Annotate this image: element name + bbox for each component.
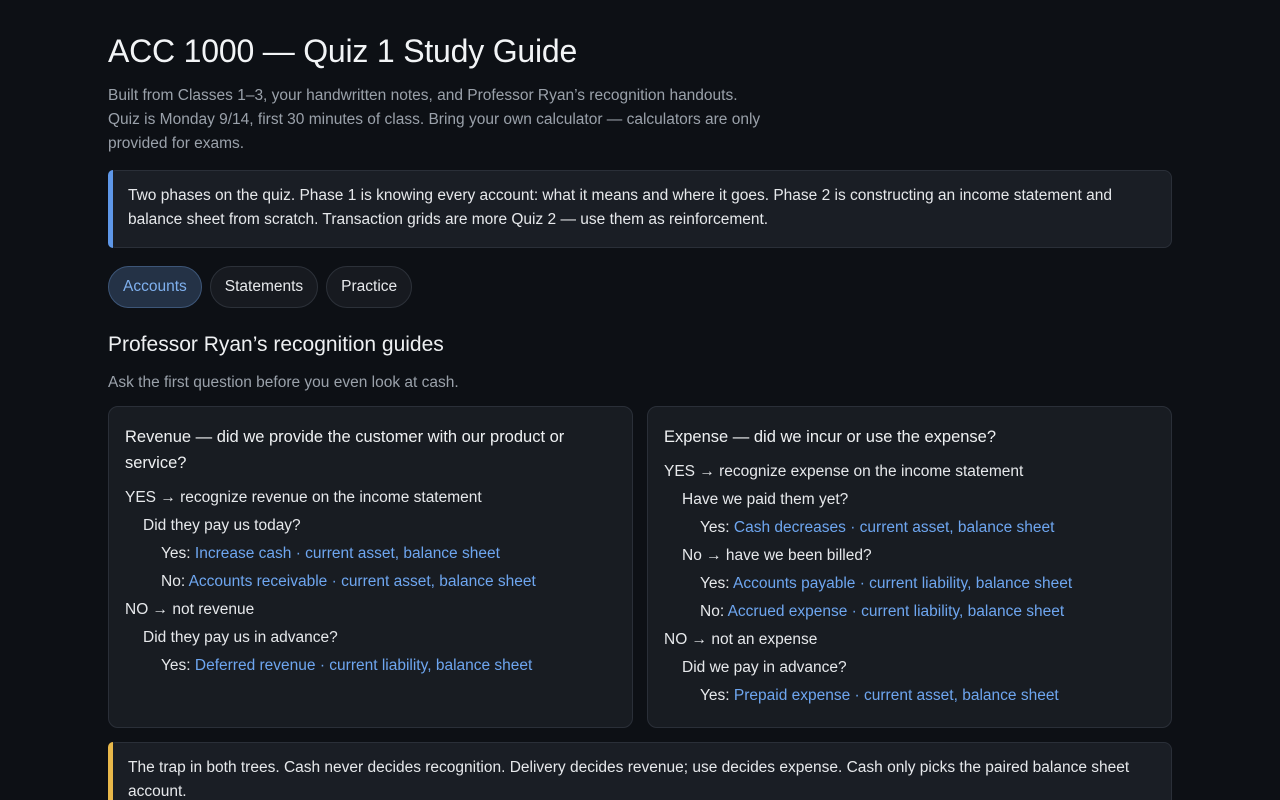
expense-billed-yes	[664, 570, 1155, 598]
answer-prefix: Yes:	[161, 545, 195, 562]
revenue-paid-today-no	[125, 568, 616, 596]
tab-practice[interactable]: Practice	[326, 266, 412, 308]
answer-prefix: No:	[161, 573, 189, 590]
section-title: Professor Ryan’s recognition guides	[108, 333, 444, 356]
section-note: Ask the first question before you even look at cash.	[108, 374, 459, 391]
expense-no-question: Did we pay in advance?	[682, 659, 847, 676]
revenue-guide-title: Revenue — did we provide the customer with our product or service?	[125, 428, 565, 472]
revenue-paid-today-yes	[125, 540, 616, 568]
tab-bar	[108, 266, 412, 308]
account-label: Accounts payable · current liability, balance sheet	[733, 575, 1073, 592]
expense-paid-yes	[664, 514, 1155, 542]
expense-guide-card	[647, 406, 1172, 728]
warning-callout: The trap in both trees. Cash never decides recognition. Delivery decides revenue; use decides expense. Cash only picks the paired balance sheet account.	[108, 742, 1172, 800]
info-callout: Two phases on the quiz. Phase 1 is knowing every account: what it means and where it goes. Phase 2 is constructing an income statement and balance sheet from scratch. Transaction grids are more Quiz 2 — use them as reinforcement.	[108, 170, 1172, 248]
revenue-advance-yes	[125, 652, 616, 680]
revenue-no-heading: NO → not revenue	[125, 601, 255, 618]
expense-advance-yes	[664, 682, 1155, 710]
revenue-yes-heading: YES → recognize revenue on the income statement	[125, 489, 482, 506]
expense-yes-heading: YES → recognize expense on the income statement	[664, 463, 1024, 480]
answer-prefix: Yes:	[161, 657, 195, 674]
expense-yes-question: Have we paid them yet?	[682, 491, 849, 508]
tab-statements[interactable]: Statements	[210, 266, 318, 308]
answer-prefix: Yes:	[700, 519, 734, 536]
expense-guide-title: Expense — did we incur or use the expense?	[664, 428, 997, 446]
answer-prefix: Yes:	[700, 687, 734, 704]
account-label: Prepaid expense · current asset, balance sheet	[733, 687, 1059, 704]
answer-prefix: No:	[700, 603, 728, 620]
expense-billed-no	[664, 598, 1155, 626]
page-subtitle: Built from Classes 1–3, your handwritten notes, and Professor Ryan’s recognition handouts. Quiz is Monday 9/14, first 30 minutes of class. Bring your own calculator — calculators are only provided for exams.	[108, 87, 761, 152]
account-label: Accounts receivable · current asset, balance sheet	[188, 573, 536, 590]
revenue-no-question: Did they pay us in advance?	[143, 629, 338, 646]
account-label: Increase cash · current asset, balance sheet	[194, 545, 500, 562]
revenue-yes-question: Did they pay us today?	[143, 517, 301, 534]
expense-billed-question: No → have we been billed?	[682, 547, 872, 564]
answer-prefix: Yes:	[700, 575, 734, 592]
account-label: Accrued expense · current liability, balance sheet	[727, 603, 1065, 620]
revenue-guide-card	[108, 406, 633, 728]
account-label: Cash decreases · current asset, balance sheet	[733, 519, 1055, 536]
tab-accounts[interactable]: Accounts	[108, 266, 202, 308]
expense-no-heading: NO → not an expense	[664, 631, 818, 648]
account-label: Deferred revenue · current liability, balance sheet	[194, 657, 533, 674]
page-title: ACC 1000 — Quiz 1 Study Guide	[108, 33, 578, 69]
